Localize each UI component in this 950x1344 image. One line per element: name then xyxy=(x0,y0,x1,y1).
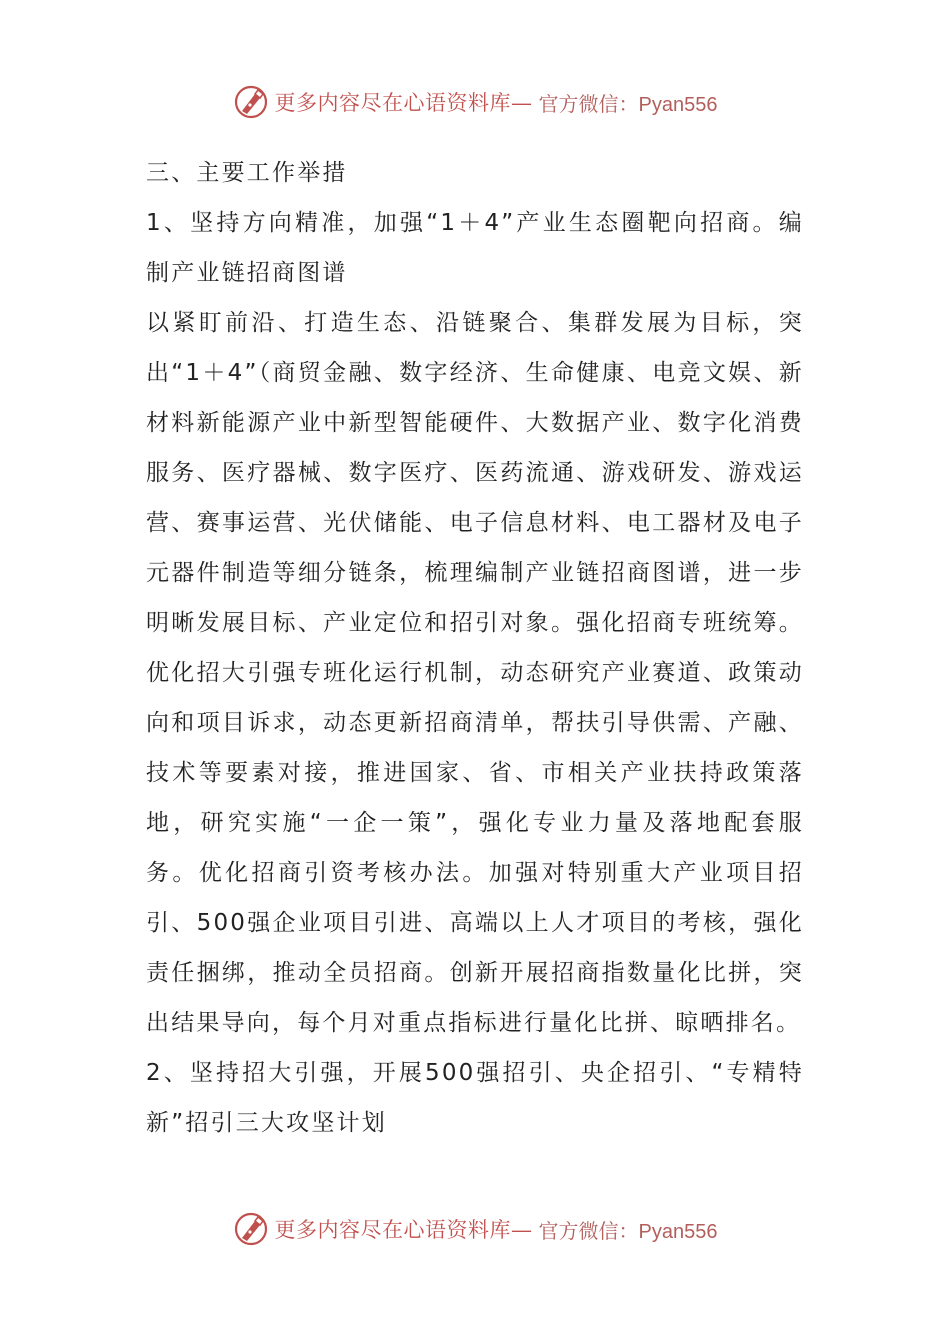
watermark-sub-text: 官方微信：Pyan556 xyxy=(538,1220,718,1243)
item2-heading: 2、坚持招大引强，开展500强招引、央企招引、“专精特新”招引三大攻坚计划 xyxy=(146,1060,804,1136)
document-body xyxy=(146,148,804,1148)
watermark-banner-bottom xyxy=(0,1211,950,1247)
watermark-banner-top xyxy=(0,84,950,120)
section-heading: 三、主要工作举措 xyxy=(146,160,348,186)
watermark-sub-text: 官方微信：Pyan556 xyxy=(538,93,718,116)
pen-nib-logo-icon xyxy=(233,84,269,120)
pen-nib-logo-icon xyxy=(233,1211,269,1247)
item1-heading: 1、坚持方向精准，加强“1＋4”产业生态圈靶向招商。编制产业链招商图谱 xyxy=(146,210,804,286)
watermark-main-text: 更多内容尽在心语资料库— xyxy=(274,1218,533,1242)
item1-body: 以紧盯前沿、打造生态、沿链聚合、集群发展为目标，突出“1＋4”（商贸金融、数字经济、生命健康、电竞文娱、新材料新能源产业中新型智能硬件、大数据产业、数字化消费服务、医疗器械、数字医疗、医药流通、游戏研发、游戏运营、赛事运营、光伏储能、电子信息材料、电工器材及电子元器件制造等细分链条，梳理编制产业链招商图谱，进一步明晰发展目标、产业定位和招引对象。强化招商专班统筹。优化招大引强专班化运行机制，动态研究产业赛道、政策动向和项目诉求，动态更新招商清单，帮扶引导供需、产融、技术等要素对接，推进国家、省、市相关产业扶持政策落地，研究实施“一企一策”，强化专业力量及落地配套服务。优化招商引资考核办法。加强对特别重大产业项目招引、500强企业项目引进、高端以上人才项目的考核，强化责任捆绑，推动全员招商。创新开展招商指数量化比拼，突出结果导向，每个月对重点指标进行量化比拼、晾晒排名。 xyxy=(146,310,804,1036)
watermark-main-text: 更多内容尽在心语资料库— xyxy=(274,91,533,115)
